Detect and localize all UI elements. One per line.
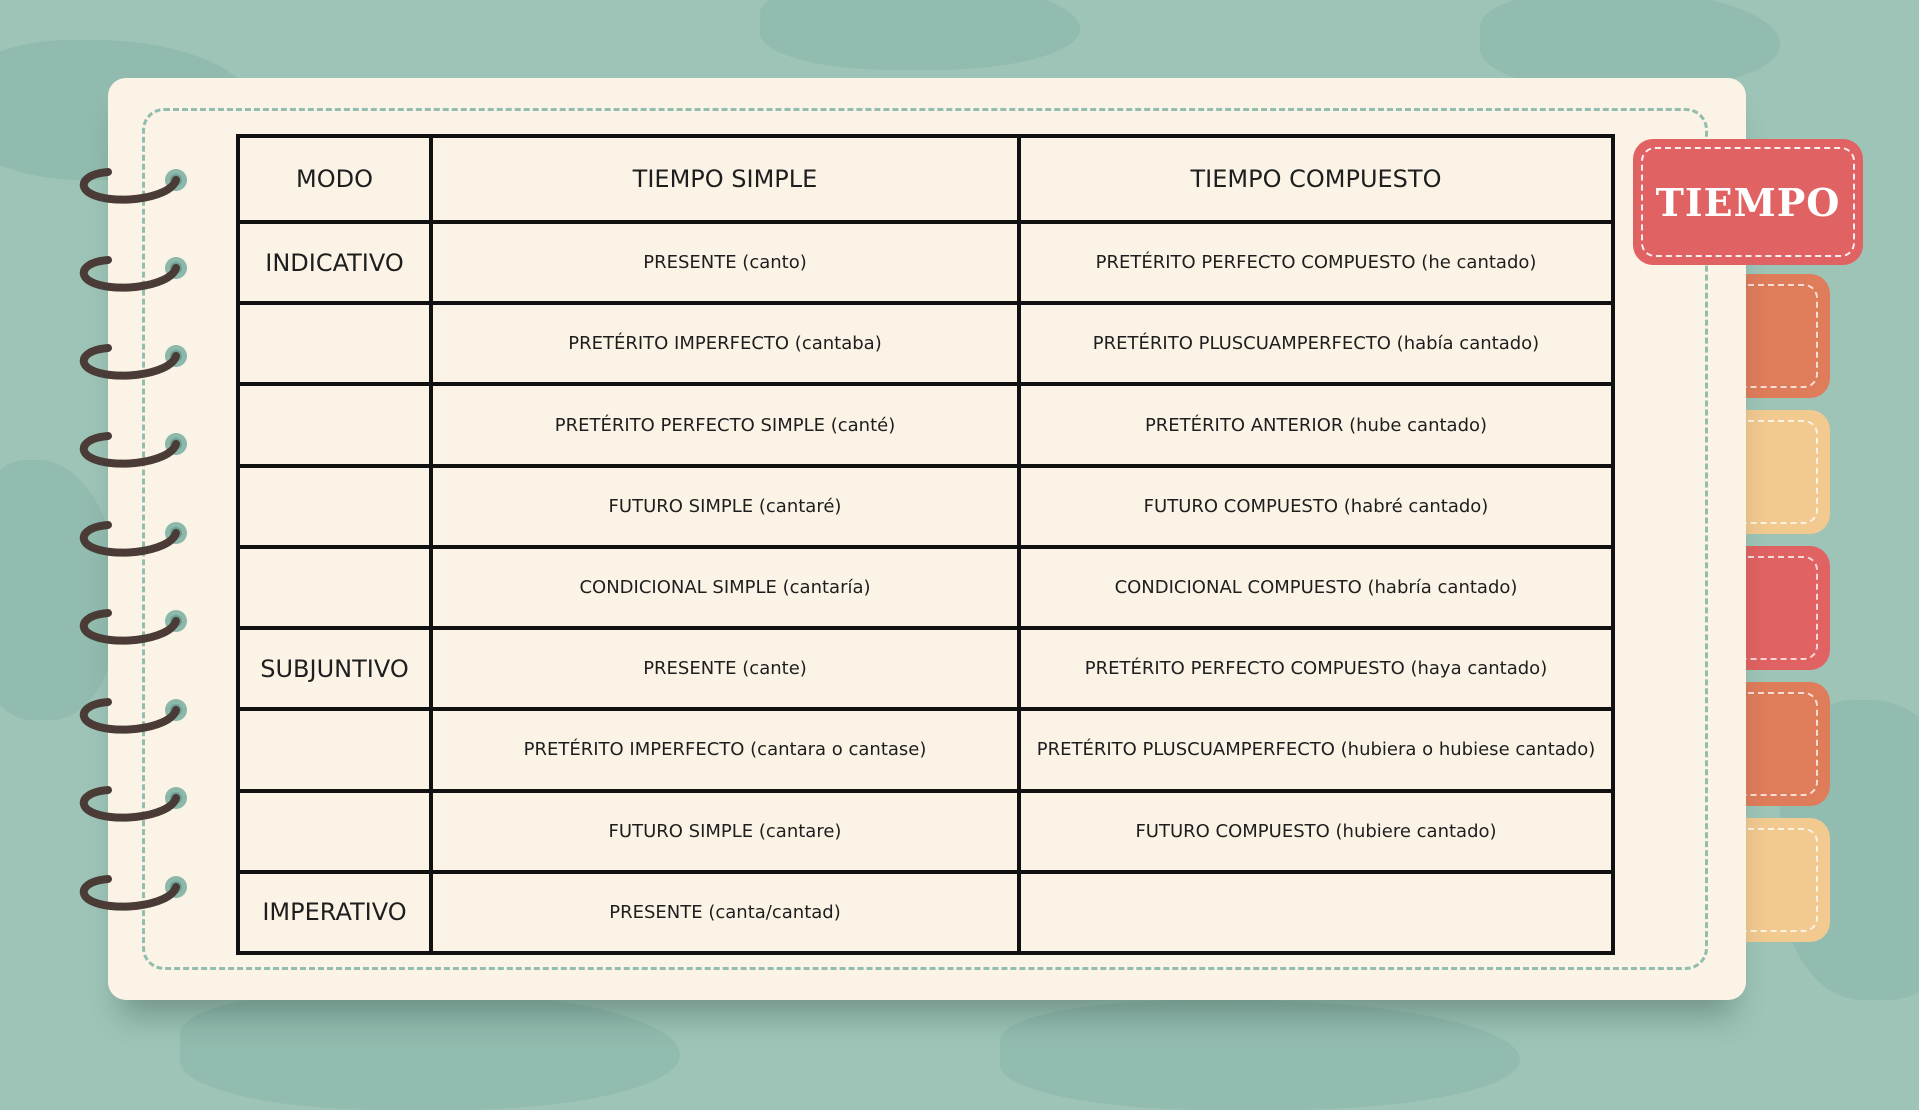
conjugation-table [236, 134, 1615, 955]
cell-modo [238, 384, 431, 465]
header-tiempo-simple: TIEMPO SIMPLE [431, 136, 1019, 222]
spiral-ring-icon [78, 418, 188, 478]
header-tiempo-compuesto: TIEMPO COMPUESTO [1019, 136, 1613, 222]
cell-modo [238, 303, 431, 384]
cell-tiempo-simple: FUTURO SIMPLE (cantare) [431, 791, 1019, 872]
spiral-ring-icon [78, 154, 188, 214]
table-row [238, 547, 1613, 628]
cell-tiempo-compuesto: PRETÉRITO PERFECTO COMPUESTO (haya cantado) [1019, 628, 1613, 709]
cell-tiempo-compuesto [1019, 872, 1613, 953]
table-row [238, 872, 1613, 953]
cell-tiempo-simple: FUTURO SIMPLE (cantaré) [431, 466, 1019, 547]
cell-modo [238, 466, 431, 547]
cell-tiempo-simple: PRESENTE (canto) [431, 222, 1019, 303]
spiral-ring-icon [78, 242, 188, 302]
spiral-ring-icon [78, 330, 188, 390]
table-row [238, 384, 1613, 465]
table-row [238, 466, 1613, 547]
cell-tiempo-compuesto: CONDICIONAL COMPUESTO (habría cantado) [1019, 547, 1613, 628]
tiempo-tab[interactable] [1633, 139, 1863, 265]
background-brush-stroke [1480, 0, 1780, 90]
spiral-ring-icon [78, 595, 188, 655]
cell-tiempo-compuesto: PRETÉRITO PERFECTO COMPUESTO (he cantado) [1019, 222, 1613, 303]
background-brush-stroke [180, 990, 680, 1110]
background-brush-stroke [0, 460, 120, 720]
cell-modo [238, 547, 431, 628]
table-row [238, 709, 1613, 790]
cell-modo [238, 791, 431, 872]
spiral-ring-icon [78, 861, 188, 921]
cell-tiempo-simple: PRESENTE (cante) [431, 628, 1019, 709]
spiral-ring-icon [78, 772, 188, 832]
cell-modo [238, 709, 431, 790]
spiral-ring-icon [78, 684, 188, 744]
cell-modo: IMPERATIVO [238, 872, 431, 953]
cell-tiempo-compuesto: PRETÉRITO PLUSCUAMPERFECTO (hubiera o hubiese cantado) [1019, 709, 1613, 790]
cell-tiempo-compuesto: FUTURO COMPUESTO (habré cantado) [1019, 466, 1613, 547]
background-brush-stroke [1000, 1000, 1520, 1110]
spiral-ring-icon [78, 507, 188, 567]
header-modo: MODO [238, 136, 431, 222]
table-header-row [238, 136, 1613, 222]
cell-modo: SUBJUNTIVO [238, 628, 431, 709]
cell-tiempo-simple: CONDICIONAL SIMPLE (cantaría) [431, 547, 1019, 628]
table-row [238, 628, 1613, 709]
cell-tiempo-compuesto: PRETÉRITO PLUSCUAMPERFECTO (había cantado) [1019, 303, 1613, 384]
cell-modo: INDICATIVO [238, 222, 431, 303]
background-brush-stroke [760, 0, 1080, 70]
cell-tiempo-simple: PRETÉRITO IMPERFECTO (cantara o cantase) [431, 709, 1019, 790]
cell-tiempo-simple: PRETÉRITO PERFECTO SIMPLE (canté) [431, 384, 1019, 465]
tiempo-tab-label: TIEMPO [1655, 179, 1841, 225]
table-row [238, 222, 1613, 303]
table-row [238, 303, 1613, 384]
cell-tiempo-compuesto: FUTURO COMPUESTO (hubiere cantado) [1019, 791, 1613, 872]
cell-tiempo-simple: PRETÉRITO IMPERFECTO (cantaba) [431, 303, 1019, 384]
cell-tiempo-simple: PRESENTE (canta/cantad) [431, 872, 1019, 953]
tiempo-tab-inner [1641, 147, 1855, 257]
table-row [238, 791, 1613, 872]
cell-tiempo-compuesto: PRETÉRITO ANTERIOR (hube cantado) [1019, 384, 1613, 465]
